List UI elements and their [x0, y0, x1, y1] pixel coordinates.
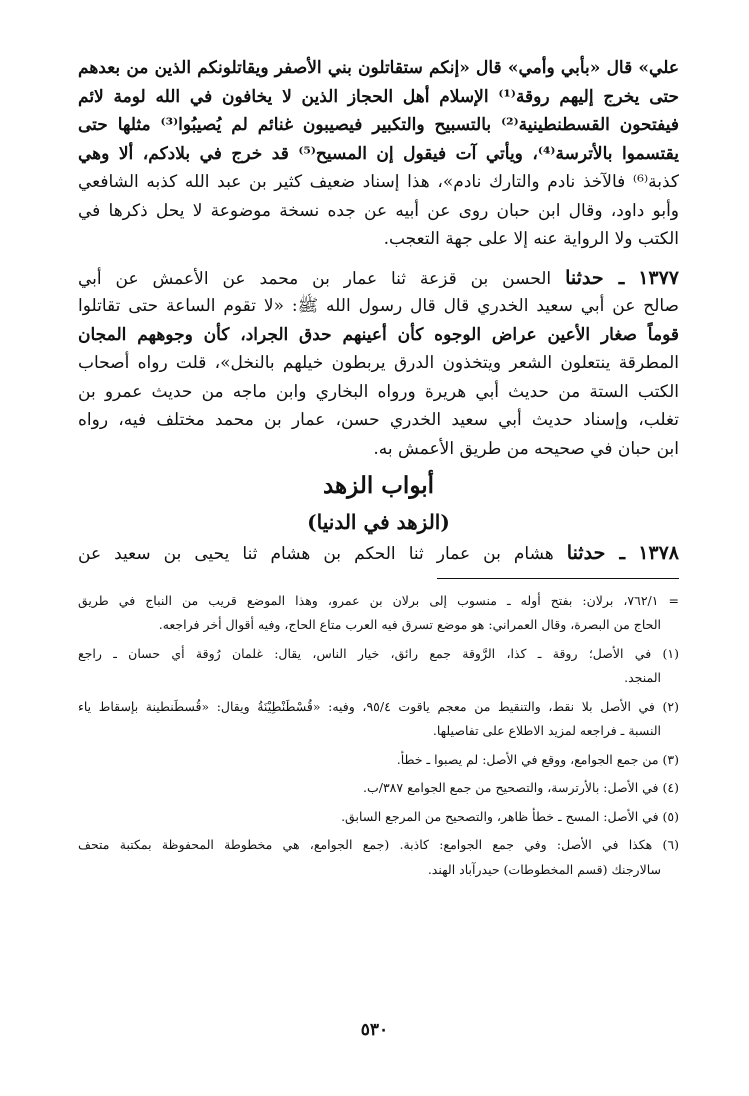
- footnote-line: (٣) من جمع الجوامع، ووقع في الأصل: لم يصبوا ـ خطأ.: [396, 751, 679, 767]
- text-line: يقتسموا بالأترسة⁽⁴⁾، ويأتي آت فيقول إن المسيح⁽⁵⁾ قد خرج في بلادكم، ألا وهي: [78, 143, 679, 164]
- text-line: حتى يخرج إليهم روقة⁽¹⁾ الإسلام أهل الحجاز الذين لا يخافون في الله لومة لائم: [78, 86, 679, 107]
- text-line: فيفتحون القسطنطينية⁽²⁾ بالتسبيح والتكبير فيصيبون غنائم لم يُصيبُوا⁽³⁾ مثلها حتى: [78, 115, 679, 135]
- text-line: وأبو داود، وقال ابن حبان روى عن أبيه عن جده نسخة موضوعة لا يحل ذكرها في: [78, 200, 679, 221]
- footnote-line: (٦) هكذا في الأصل: وفي جمع الجوامع: كاذبة. (جمع الجوامع، هي مخطوطة المحفوظة بمكتبة متحف: [78, 837, 679, 852]
- footnote-line: (٤) في الأصل: بالأرترسة، والتصحيح من جمع الجوامع ٣٨٧/ب.: [363, 780, 679, 795]
- section-subheading: (الزهد في الدنيا): [307, 510, 450, 534]
- footnotes: [78, 589, 679, 883]
- text-line: الكتب الستة من حديث أبي هريرة ورواه البخاري وابن ماجه من حديث عمرو بن: [78, 381, 679, 402]
- footnote: [78, 642, 679, 691]
- paragraph-continuation: [78, 54, 679, 254]
- footnote: [78, 805, 679, 830]
- hadith-1377: [78, 264, 679, 464]
- text-line: ابن حبان في صحيحه من طريق الأعمش به.: [373, 438, 679, 459]
- footnote-line: الحاج من البصرة، وقال العمراني: هو موضع تسرق فيه العرب متاع الحاج، وفيه أقوال أخر فراجعه.: [158, 617, 661, 632]
- footnote: [78, 748, 679, 773]
- footnote-divider: [437, 578, 679, 579]
- footnote: [78, 776, 679, 801]
- text-line: تغلب، وإسناد حديث أبي سعيد الخدري حسن، عمار بن محمد مختلف فيه، رواه: [78, 410, 679, 430]
- page-number: ٥٣٠: [360, 1020, 389, 1040]
- section-heading: أبواب الزهد: [322, 472, 434, 499]
- hadith-text: هشام بن عمار ثنا الحكم بن هشام ثنا يحيى بن سعيد عن: [78, 544, 554, 564]
- haddathana-label: حدثنا: [566, 542, 606, 564]
- text-line: علي» قال «بأبي وأمي» قال «إنكم ستقاتلون بني الأصفر ويقاتلونكم الذين من بعدهم: [78, 58, 679, 78]
- hadith-first-line: ١٣٧٧ ـ حدثنا الحسن بن قزعة ثنا عمار بن محمد عن الأعمش عن أبي: [78, 266, 679, 289]
- footnote-line: = ٧٦٢/١، برلان: بفتح أوله ـ منسوب إلى برلان بن عمرو، وهذا الموضع قريب من النباج في طريق: [78, 592, 679, 608]
- text-line: صالح عن أبي سعيد الخدري قال قال رسول الله ﷺ: «لا تقوم الساعة حتى تقاتلوا: [78, 296, 679, 316]
- text-line: الكتب ولا الرواية عنه إلا على جهة التعجب.: [383, 229, 679, 249]
- footnote-line: (٢) في الأصل بلا نقط، والتنقيط من معجم ياقوت ٩٥/٤، وفيه: «قُسْطَنْطِيْنَةُ ويقال: «قُسطَنطينة بإسقاط ياء: [78, 698, 679, 714]
- footnote-line: النسبة ـ فراجعه لمزيد الاطلاع على تفاصيلها.: [432, 723, 661, 738]
- footnote-line: سالارجنك (قسم المخطوطات) حيدرآباد الهند.: [427, 861, 661, 877]
- hadith-first-line: ١٣٧٨ ـ حدثنا هشام بن عمار ثنا الحكم بن هشام ثنا يحيى بن سعيد عن: [78, 542, 679, 564]
- footnote: [78, 589, 679, 638]
- page-body: [78, 54, 679, 1064]
- hadith-text: الحسن بن قزعة ثنا عمار بن محمد عن الأعمش عن أبي: [78, 268, 552, 289]
- hadith-number: ١٣٧٧: [638, 266, 679, 289]
- footnote: [78, 833, 679, 882]
- hadith-1378: [78, 539, 679, 568]
- hadith-number: ١٣٧٨: [638, 542, 679, 564]
- footnote-line: (١) في الأصل؛ روقة ـ كذا، الرَّوقة جمع رائق، خيار الناس، يقال: غلمان رُوقة أي حسان ـ راجع: [78, 645, 679, 661]
- footnote-line: (٥) في الأصل: المسح ـ خطأ ظاهر، والتصحيح من المرجع السابق.: [341, 808, 679, 824]
- text-line: قوماً صغار الأعين عراض الوجوه كأن أعينهم حدق الجراد، كأن وجوههم المجان: [78, 324, 679, 345]
- footnote-line: المنجد.: [624, 670, 661, 685]
- footnote: [78, 695, 679, 744]
- text-line: كذبة⁽⁶⁾ فالآخذ نادم والتارك نادم»، هذا إسناد ضعيف كثير بن عبد الله كذبه الشافعي: [78, 172, 679, 192]
- text-line: المطرقة ينتعلون الشعر ويتخذون الدرق يربطون خيلهم بالنخل»، قلت رواه أصحاب: [78, 353, 679, 373]
- haddathana-label: حدثنا: [565, 266, 604, 289]
